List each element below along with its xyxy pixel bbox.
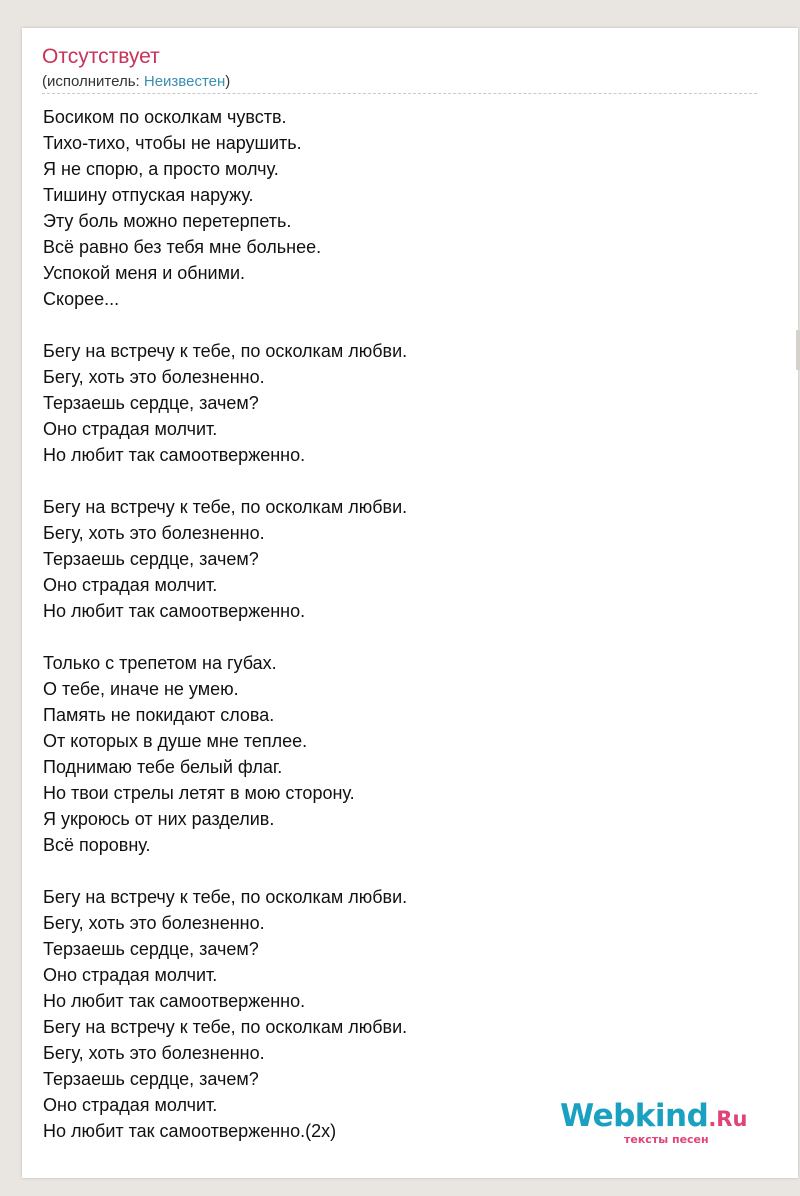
lyric-line: Бегу, хоть это болезненно. — [43, 523, 265, 543]
scrollbar-thumb[interactable] — [796, 330, 800, 370]
artist-suffix: ) — [225, 73, 231, 90]
lyric-line: Терзаешь сердце, зачем? — [43, 549, 259, 569]
page-scrollbar[interactable] — [794, 0, 800, 1196]
title-divider — [42, 93, 757, 94]
lyric-line: Терзаешь сердце, зачем? — [43, 393, 259, 413]
lyric-line: Я укроюсь от них разделив. — [43, 809, 275, 829]
lyric-line: Успокой меня и обними. — [43, 263, 246, 283]
lyric-line: Бегу на встречу к тебе, по осколкам любви. — [43, 497, 408, 517]
stanza-break — [43, 624, 407, 650]
lyric-line: Оно страдая молчит. — [43, 1095, 218, 1115]
lyric-line: Всё поровну. — [43, 835, 151, 855]
lyric-line: Тишину отпуская наружу. — [43, 185, 254, 205]
artist-link[interactable]: Неизвестен — [143, 73, 226, 90]
logo-tld: .Ru — [708, 1107, 748, 1131]
lyric-line: Всё равно без тебя мне больнее. — [43, 237, 322, 257]
lyric-line: Но любит так самоотверженно. — [43, 991, 306, 1011]
lyric-line: Оно страдая молчит. — [43, 419, 218, 439]
lyric-line: Я не спорю, а просто молчу. — [43, 159, 279, 179]
lyric-line: Только с трепетом на губах. — [43, 653, 277, 673]
lyric-line: Бегу на встречу к тебе, по осколкам любви. — [43, 887, 408, 907]
lyric-line: Бегу, хоть это болезненно. — [43, 1043, 265, 1063]
lyric-line: Терзаешь сердце, зачем? — [43, 1069, 259, 1089]
lyric-line: Терзаешь сердце, зачем? — [43, 939, 259, 959]
song-title: Отсутствует — [42, 45, 160, 68]
artist-byline — [42, 72, 230, 92]
lyric-line: Бегу, хоть это болезненно. — [43, 913, 265, 933]
lyric-line: Эту боль можно перетерпеть. — [43, 211, 292, 231]
lyric-line: Но любит так самоотверженно.(2х) — [43, 1121, 337, 1141]
lyric-line: О тебе, иначе не умею. — [43, 679, 239, 699]
lyric-line: Но любит так самоотверженно. — [43, 601, 306, 621]
stanza-break — [43, 858, 407, 884]
lyric-line: Но любит так самоотверженно. — [43, 445, 306, 465]
lyric-line: Поднимаю тебе белый флаг. — [43, 757, 283, 777]
lyric-line: Оно страдая молчит. — [43, 965, 218, 985]
lyrics-card — [22, 28, 798, 1178]
lyric-line: Бегу на встречу к тебе, по осколкам любви. — [43, 341, 408, 361]
lyric-line: Но твои стрелы летят в мою сторону. — [43, 783, 355, 803]
stanza-break — [43, 312, 407, 338]
lyric-line: Бегу, хоть это болезненно. — [43, 367, 265, 387]
lyric-line: Оно страдая молчит. — [43, 575, 218, 595]
site-logo[interactable] — [560, 1098, 748, 1146]
lyric-line: Тихо-тихо, чтобы не нарушить. — [43, 133, 302, 153]
lyric-line: Скорее... — [43, 289, 120, 309]
lyrics-text — [43, 104, 407, 1144]
lyric-line: Босиком по осколкам чувств. — [43, 107, 287, 127]
lyric-line: Память не покидают слова. — [43, 705, 275, 725]
stanza-break — [43, 468, 407, 494]
lyric-line: От которых в душе мне теплее. — [43, 731, 308, 751]
lyric-line: Бегу на встречу к тебе, по осколкам любви. — [43, 1017, 408, 1037]
artist-prefix: (исполнитель: — [42, 73, 144, 90]
logo-tagline: тексты песен — [624, 1133, 709, 1146]
logo-brand: Webkind — [560, 1098, 709, 1134]
